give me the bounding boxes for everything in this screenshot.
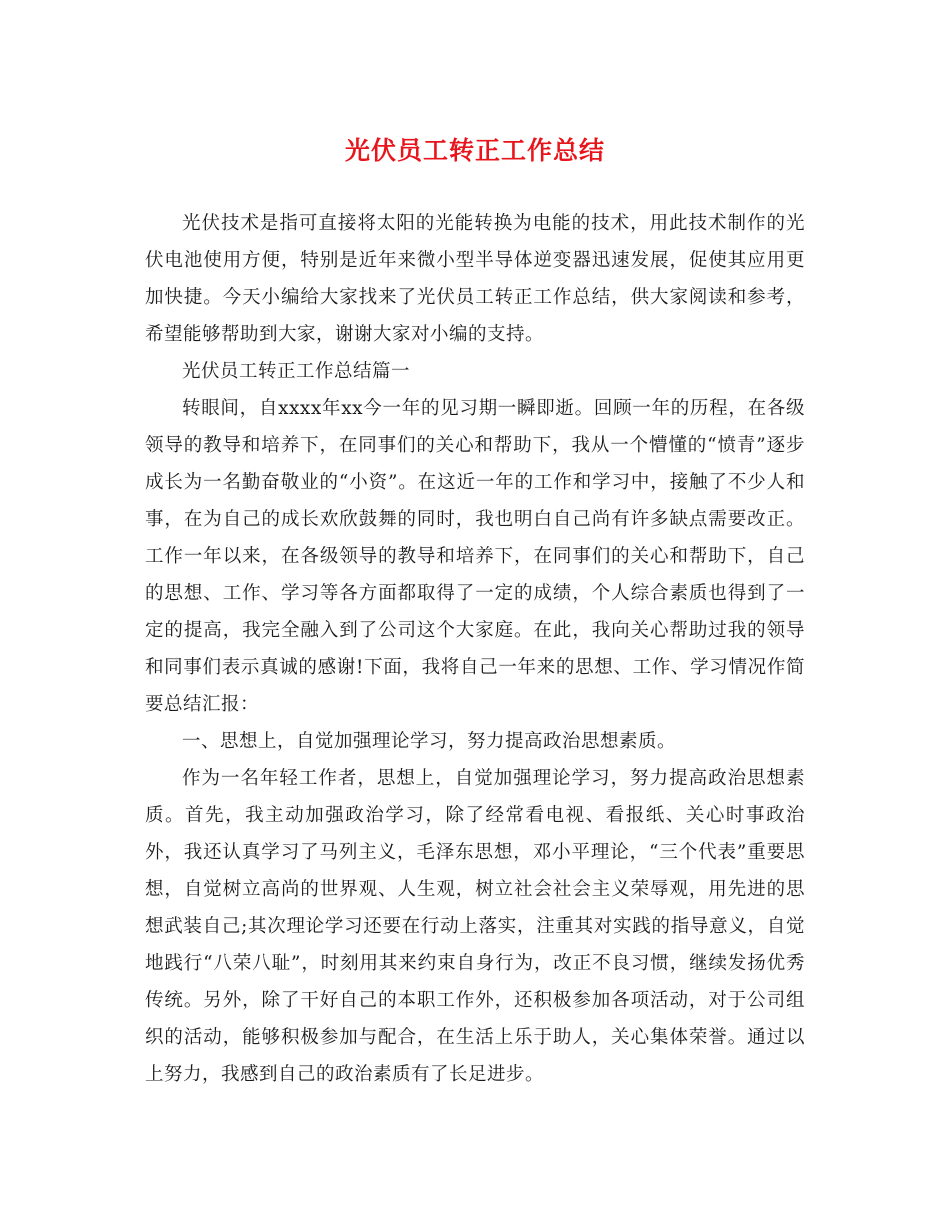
intro-paragraph: 光伏技术是指可直接将太阳的光能转换为电能的技术，用此技术制作的光伏电池使用方便，特别是近年来微小型半导体逆变器迅速发展，促使其应用更加快捷。今天小编给大家找来了光伏员工转正工作总结，供大家阅读和参考，希望能够帮助到大家，谢谢大家对小编的支持。 xyxy=(145,213,805,345)
document-title: 光伏员工转正工作总结 xyxy=(344,136,605,165)
document-body xyxy=(145,205,805,1093)
subsection-heading-thought: 一、思想上，自觉加强理论学习，努力提高政治思想素质。 xyxy=(182,731,677,752)
body-paragraph: 转眼间，自xxxx年xx今一年的见习期一瞬即逝。回顾一年的历程，在各级领导的教导和培养下，在同事们的关心和帮助下，我从一个懵懂的“愤青”逐步成长为一名勤奋敬业的“小资”。在这近一年的工作和学习中，接触了不少人和事，在为自己的成长欢欣鼓舞的同时，我也明白自己尚有许多缺点需要改正。工作一年以来，在各级领导的教导和培养下，在同事们的关心和帮助下，自己的思想、工作、学习等各方面都取得了一定的成绩，个人综合素质也得到了一定的提高，我完全融入到了公司这个大家庭。在此，我向关心帮助过我的领导和同事们表示真诚的感谢!下面，我将自己一年来的思想、工作、学习情况作简要总结汇报： xyxy=(145,398,805,715)
body-paragraph: 作为一名年轻工作者，思想上，自觉加强理论学习，努力提高政治思想素质。首先，我主动加强政治学习，除了经常看电视、看报纸、关心时事政治外，我还认真学习了马列主义，毛泽东思想，邓小平理论，“三个代表”重要思想，自觉树立高尚的世界观、人生观，树立社会社会主义荣辱观，用先进的思想武装自己;其次理论学习还要在行动上落实，注重其对实践的指导意义，自觉地践行“八荣八耻”，时刻用其来约束自身行为，改正不良习惯，继续发扬优秀传统。另外，除了干好自己的本职工作外，还积极参加各项活动，对于公司组织的活动，能够积极参加与配合，在生活上乐于助人，关心集体荣誉。通过以上努力，我感到自己的政治素质有了长足进步。 xyxy=(145,768,805,1085)
section-heading-part-one: 光伏员工转正工作总结篇一 xyxy=(182,361,411,382)
